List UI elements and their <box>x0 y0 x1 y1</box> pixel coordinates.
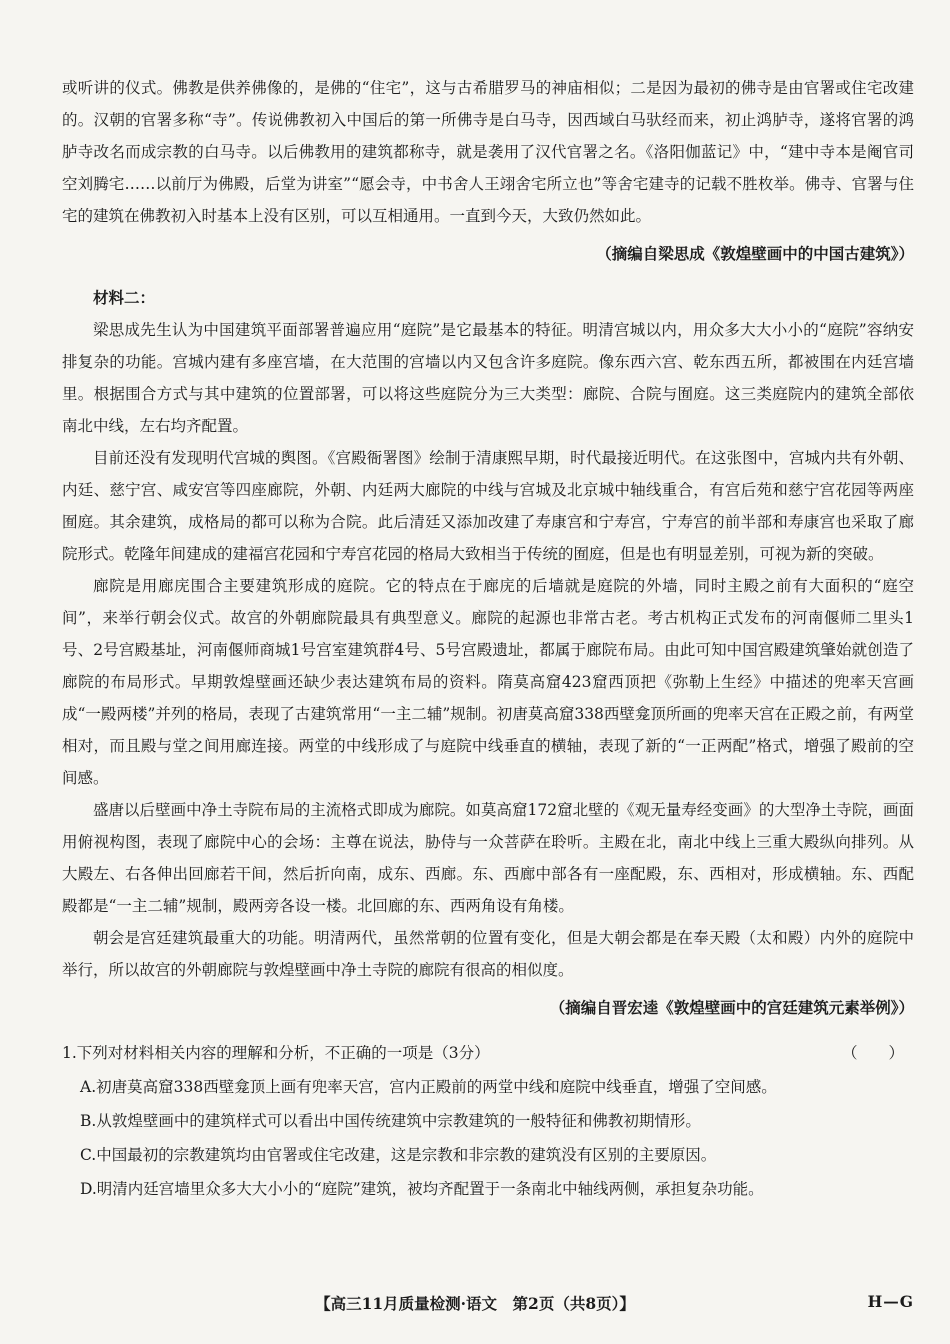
page-footer: 【高三11月质量检测·语文 第2页（共8页）】 <box>315 1294 635 1313</box>
material-two-paragraph: 梁思成先生认为中国建筑平面部署普遍应用“庭院”是它最基本的特征。明清宫城以内，用众多大大小小的“庭院”容纳安排复杂的功能。宫城内建有多座宫墙，在大范围的宫墙以内又包含许多庭院。像东西六宫、乾东西五所，都被围在内廷宫墙里。根据围合方式与其中建筑的位置部署，可以将这些庭院分为三大类型：廊院、合院与囿庭。这三类庭院内的建筑全部依南北中线，左右均齐配置。 <box>62 321 914 435</box>
material-two-source: （摘编自晋宏逵《敦煌壁画中的宫廷建筑元素举例》） <box>549 998 914 1017</box>
paper-code: H—G <box>867 1292 914 1311</box>
material-one-continuation: 或听讲的仪式。佛教是供养佛像的，是佛的“住宅”，这与古希腊罗马的神庙相似；二是因为最初的佛寺是由官署或住宅改建的。汉朝的官署多称“寺”。传说佛教初入中国后的第一所佛寺是白马寺，因西域白马驮经而来，初止鸿胪寺，遂将官署的鸿胪寺改名而成宗教的白马寺。以后佛教用的建筑都称寺，就是袭用了汉代官署之名。《洛阳伽蓝记》中，“建中寺本是阉官司空刘腾宅……以前厅为佛殿，后堂为讲室”“愿会寺，中书舍人王翊舍宅所立也”等舍宅建寺的记载不胜枚举。佛寺、官署与住宅的建筑在佛教初入时基本上没有区别，可以互相通用。一直到今天，大致仍然如此。 <box>62 79 914 225</box>
material-one-source: （摘编自梁思成《敦煌壁画中的中国古建筑》） <box>596 244 914 263</box>
option-a: A.初唐莫高窟338西壁龛顶上画有兜率天宫，宫内正殿前的两堂中线和庭院中线垂直，增强了空间感。 <box>80 1078 777 1096</box>
material-two-paragraph: 目前还没有发现明代宫城的舆图。《宫殿衙署图》绘制于清康熙早期，时代最接近明代。在这张图中，宫城内共有外朝、内廷、慈宁宫、咸安宫等四座廊院，外朝、内廷两大廊院的中线与宫城及北京城中轴线重合，有宫后苑和慈宁宫花园等两座囿庭。其余建筑，成格局的都可以称为合院。此后清廷又添加改建了寿康宫和宁寿宫，宁寿宫的前半部和寿康宫也采取了廊院形式。乾隆年间建成的建福宫花园和宁寿宫花园的格局大致相当于传统的囿庭，但是也有明显差别，可视为新的突破。 <box>62 449 914 563</box>
material-two-paragraph: 廊院是用廊庑围合主要建筑形成的庭院。它的特点在于廊庑的后墙就是庭院的外墙，同时主殿之前有大面积的“庭空间”，来举行朝会仪式。故宫的外朝廊院最具有典型意义。廊院的起源也非常古老。考古机构正式发布的河南偃师二里头1号、2号宫殿基址，河南偃师商城1号宫室建筑群4号、5号宫殿遗址，都属于廊院布局。由此可知中国宫殿建筑肇始就创造了廊院的布局形式。早期敦煌壁画还缺少表达建筑布局的资料。隋莫高窟423窟西顶把《弥勒上生经》中描述的兜率天宫画成“一殿两楼”并列的格局，表现了古建筑常用“一主二辅”规制。初唐莫高窟338西壁龛顶所画的兜率天宫在正殿之前，有两堂相对，而且殿与堂之间用廊连接。两堂的中线形成了与庭院中线垂直的横轴，表现了新的“一正两配”格式，增强了殿前的空间感。 <box>62 577 914 787</box>
material-two-title: 材料二： <box>93 288 156 307</box>
exam-page <box>62 72 914 1206</box>
option-d: D.明清内廷宫墙里众多大大小小的“庭院”建筑，被均齐配置于一条南北中轴线两侧，承担复杂功能。 <box>80 1180 764 1198</box>
question-stem: 1.下列对材料相关内容的理解和分析，不正确的一项是（3分） <box>62 1044 490 1062</box>
option-c: C.中国最初的宗教建筑均由官署或住宅改建，这是宗教和非宗教的建筑没有区别的主要原因。 <box>80 1146 717 1164</box>
question-1 <box>62 1036 914 1206</box>
answer-box[interactable]: （ ） <box>841 1044 904 1062</box>
material-two-paragraph: 盛唐以后壁画中净土寺院布局的主流格式即成为廊院。如莫高窟172窟北壁的《观无量寿经变画》的大型净土寺院，画面用俯视构图，表现了廊院中心的会场：主尊在说法，胁侍与一众菩萨在聆听。主殿在北，南北中线上三重大殿纵向排列。从大殿左、右各伸出回廊若干间，然后折向南，成东、西廊。东、西廊中部各有一座配殿，东、西相对，形成横轴。东、西配殿都是“一主二辅”规制，殿两旁各设一楼。北回廊的东、西两角设有角楼。 <box>62 801 914 915</box>
material-two-paragraph: 朝会是宫廷建筑最重大的功能。明清两代，虽然常朝的位置有变化，但是大朝会都是在奉天殿（太和殿）内外的庭院中举行，所以故宫的外朝廊院与敦煌壁画中净土寺院的廊院有很高的相似度。 <box>62 929 914 979</box>
question-stem-row <box>62 1036 914 1070</box>
option-b: B.从敦煌壁画中的建筑样式可以看出中国传统建筑中宗教建筑的一般特征和佛教初期情形。 <box>80 1112 701 1130</box>
